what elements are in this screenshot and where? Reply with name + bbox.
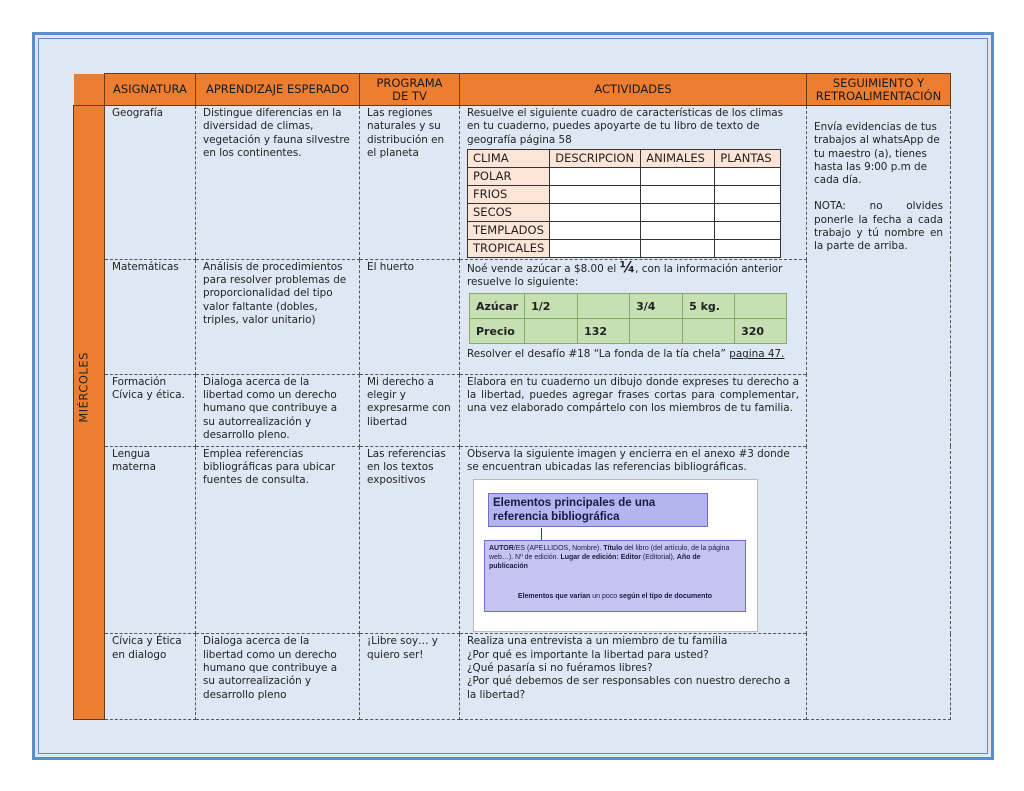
civica-line: ¿Por qué debemos de ser responsables con nuestro derecho a la libertad? [467, 675, 791, 701]
clima-empty-cell [550, 203, 641, 221]
row-matematicas-actividad [460, 259, 807, 374]
azucar-cell: 5 kg. [683, 294, 735, 319]
azucar-cell: 3/4 [630, 294, 683, 319]
lengua-instruction: Observa la siguiente imagen y encierra en el anexo #3 donde se encuentran ubicadas las referencias bibliográficas. [467, 447, 790, 474]
civica-line: Realiza una entrevista a un miembro de tu familia [467, 635, 728, 648]
lesson-plan-table [73, 73, 951, 720]
clima-row-label: POLAR [468, 167, 550, 185]
azucar-cell [735, 294, 787, 319]
clima-row-label: SECOS [468, 203, 550, 221]
seguimiento-text: Envía evidencias de tus trabajos al whatsApp de tu maestro (a), tienes hasta las 9:00 p.m de cada día. [814, 121, 940, 187]
header-empty [74, 74, 105, 106]
row-geografia-programa: Las regiones naturales y su distribución en el planeta [360, 106, 460, 260]
row-matematicas-programa: El huerto [360, 259, 460, 374]
clima-empty-cell [641, 221, 715, 239]
ref-image-body: AUTOR/ES (APELLIDOS, Nombre). Título del libro (del artículo, de la página web…). Nº de edición. Lugar de edición: Editor (Editorial), Año de publicación Elementos que varían un poco según el tipo de documento [484, 540, 746, 612]
precio-cell [525, 319, 578, 344]
azucar-cell [578, 294, 630, 319]
header-asignatura: ASIGNATURA [105, 74, 196, 106]
precio-cell: 132 [578, 319, 630, 344]
clima-empty-cell [715, 167, 781, 185]
row-matematicas-asignatura: Matemáticas [105, 259, 196, 374]
header-programa: PROGRAMA DE TV [360, 74, 460, 106]
row-civica-aprendizaje: Dialoga acerca de la libertad como un derecho humano que contribuye a su autorrealización y desarrollo pleno [196, 634, 360, 720]
row-lengua-actividad [460, 446, 807, 634]
civica-line: ¿Qué pasaría si no fuéramos libres? [467, 662, 653, 675]
seguimiento-cell [807, 106, 951, 720]
desafio-instruction: Resolver el desafío #18 “La fonda de la tía chela” pagina 47. [467, 348, 785, 361]
clima-table [467, 149, 781, 258]
row-civica-actividad [460, 634, 807, 720]
clima-empty-cell [550, 221, 641, 239]
row-geografia-aprendizaje: Distingue diferencias en la diversidad de climas, vegetación y fauna silvestre en los continentes. [196, 106, 360, 260]
clima-row-label: TROPICALES [468, 239, 550, 257]
clima-row-label: FRIOS [468, 185, 550, 203]
row-formacion-actividad: Elabora en tu cuaderno un dibujo donde expreses tu derecho a la libertad, puedes agregar frases cortas para complementar, una vez elaborado compártelo con los miembros de tu familia. [460, 374, 807, 446]
matematicas-instruction: Noé vende azúcar a $8.00 el ¼, con la información anterior resuelve lo siguiente: [467, 259, 783, 289]
clima-header: CLIMA [468, 149, 550, 167]
ref-arrow [541, 528, 542, 540]
clima-empty-cell [715, 239, 781, 257]
clima-empty-cell [715, 221, 781, 239]
clima-empty-cell [715, 185, 781, 203]
day-label: MIÉRCOLES [74, 106, 105, 720]
clima-empty-cell [641, 185, 715, 203]
clima-empty-cell [550, 185, 641, 203]
azucar-table [469, 293, 787, 344]
header-actividades: ACTIVIDADES [460, 74, 807, 106]
clima-empty-cell [715, 203, 781, 221]
row-lengua-asignatura: Lengua materna [105, 446, 196, 634]
clima-empty-cell [550, 239, 641, 257]
precio-cell: 320 [735, 319, 787, 344]
header-aprendizaje: APRENDIZAJE ESPERADO [196, 74, 360, 106]
clima-empty-cell [641, 167, 715, 185]
row-matematicas-aprendizaje: Análisis de procedimientos para resolver problemas de proporcionalidad del tipo valor faltante (dobles, triples, valor unitario) [196, 259, 360, 374]
fraction-quarter: ¼ [619, 259, 636, 276]
clima-header: PLANTAS [715, 149, 781, 167]
clima-empty-cell [550, 167, 641, 185]
row-formacion-aprendizaje: Dialoga acerca de la libertad como un derecho humano que contribuye a su autorrealización y desarrollo pleno. [196, 374, 360, 446]
civica-line: ¿Por qué es importante la libertad para usted? [467, 648, 709, 661]
pagina-link: pagina 47. [729, 348, 785, 361]
row-formacion-asignatura: Formación Cívica y ética. [105, 374, 196, 446]
precio-cell [630, 319, 683, 344]
bibliographic-reference-image [473, 479, 758, 632]
row-civica-programa: ¡Libre soy… y quiero ser! [360, 634, 460, 720]
seguimiento-note: NOTA: no olvides ponerle la fecha a cada trabajo y tú nombre en la parte de arriba. [814, 200, 943, 253]
row-formacion-programa: Mi derecho a elegir y expresarme con libertad [360, 374, 460, 446]
clima-header: ANIMALES [641, 149, 715, 167]
row-geografia-actividad [460, 106, 807, 260]
precio-cell [683, 319, 735, 344]
header-seguimiento: SEGUIMIENTO Y RETROALIMENTACIÓN [807, 74, 951, 106]
clima-empty-cell [641, 203, 715, 221]
precio-row-label: Precio [470, 319, 525, 344]
row-civica-asignatura: Cívica y Ética en dialogo [105, 634, 196, 720]
clima-empty-cell [641, 239, 715, 257]
geografia-instruction: Resuelve el siguiente cuadro de características de los climas en tu cuaderno, puedes apoyarte de tu libro de texto de geografía página 58 [467, 107, 784, 146]
ref-image-title: Elementos principales de una referencia bibliográfica [488, 493, 708, 527]
row-lengua-programa: Las referencias en los textos expositivos [360, 446, 460, 634]
azucar-cell: 1/2 [525, 294, 578, 319]
ref-image-footer: Elementos que varían un poco según el tipo de documento [517, 593, 713, 601]
row-geografia-asignatura: Geografía [105, 106, 196, 260]
clima-header: DESCRIPCION [550, 149, 641, 167]
row-lengua-aprendizaje: Emplea referencias bibliográficas para ubicar fuentes de consulta. [196, 446, 360, 634]
clima-row-label: TEMPLADOS [468, 221, 550, 239]
azucar-row-label: Azúcar [470, 294, 525, 319]
